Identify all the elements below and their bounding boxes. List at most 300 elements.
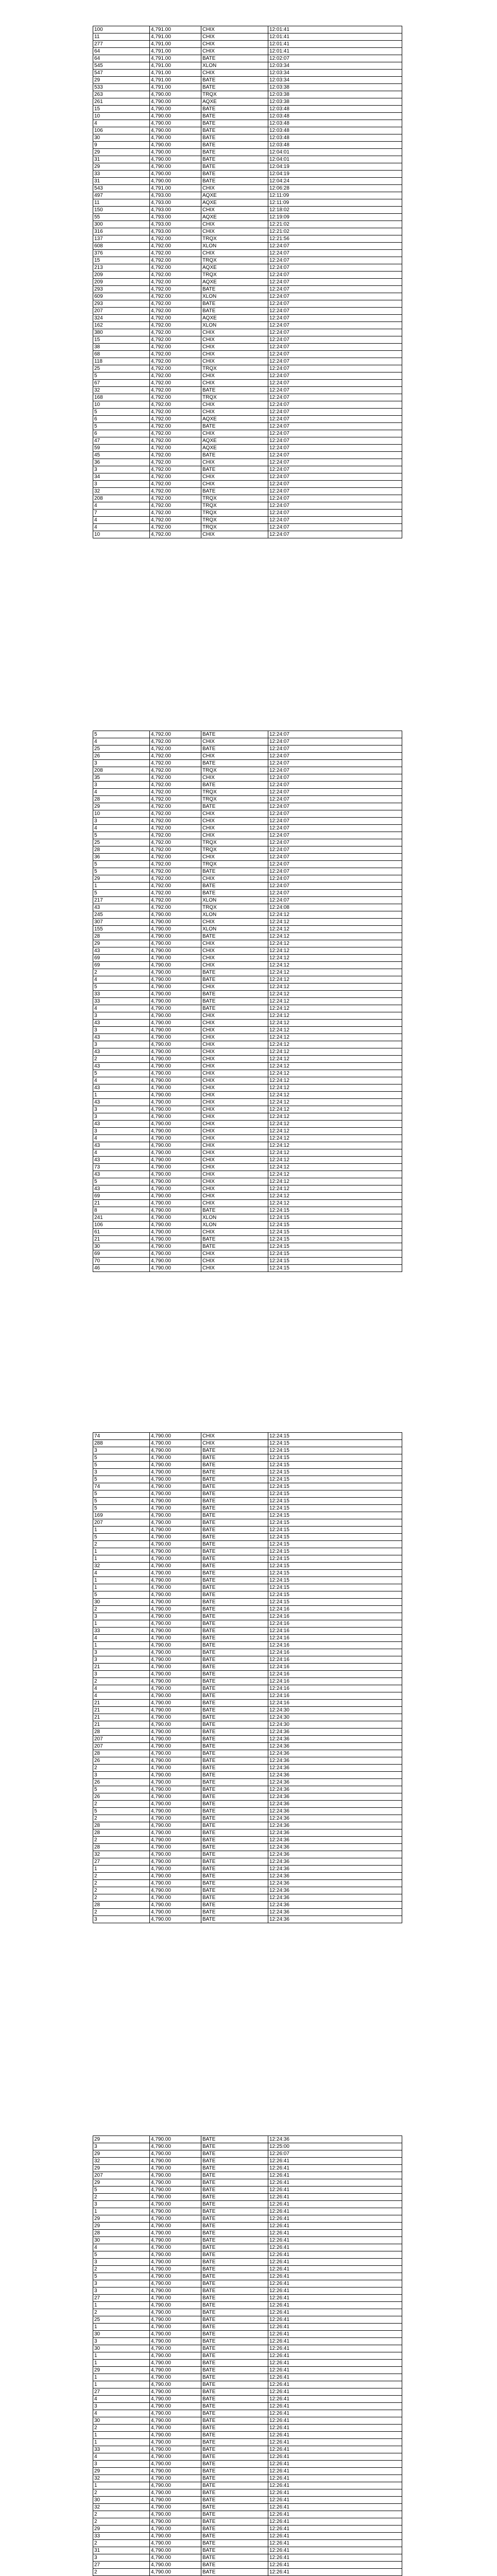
price-cell: 4,790.00	[150, 1020, 201, 1027]
table-row	[93, 774, 402, 782]
table-row	[93, 2526, 402, 2533]
time-cell: 12:24:30	[268, 1721, 402, 1728]
time-cell: 12:25:00	[268, 2143, 402, 2150]
venue-cell: BATE	[201, 782, 268, 789]
time-cell: 12:24:12	[268, 984, 402, 991]
table-row	[93, 1012, 402, 1020]
table-row	[93, 510, 402, 517]
quantity-cell: 28	[93, 1844, 150, 1851]
time-cell: 12:24:07	[268, 452, 402, 459]
price-cell: 4,790.00	[150, 1822, 201, 1829]
quantity-cell: 73	[93, 1164, 150, 1171]
venue-cell: CHIX	[201, 1258, 268, 1265]
price-cell: 4,790.00	[150, 2518, 201, 2526]
quantity-cell: 4	[93, 120, 150, 127]
time-cell: 12:24:15	[268, 1433, 402, 1440]
price-cell: 4,792.00	[150, 293, 201, 300]
venue-cell: TRQX	[201, 796, 268, 803]
table-row	[93, 235, 402, 243]
venue-cell: CHIX	[201, 1077, 268, 1084]
table-row	[93, 1837, 402, 1844]
quantity-cell: 70	[93, 1258, 150, 1265]
quantity-cell: 150	[93, 207, 150, 214]
price-cell: 4,791.00	[150, 33, 201, 41]
quantity-cell: 2	[93, 2194, 150, 2201]
table-row	[93, 199, 402, 207]
table-row	[93, 91, 402, 98]
table-row	[93, 48, 402, 55]
quantity-cell: 2	[93, 1541, 150, 1548]
time-cell: 12:26:41	[268, 2554, 402, 2562]
price-cell: 4,790.00	[150, 2324, 201, 2331]
table-row	[93, 1185, 402, 1193]
time-cell: 12:24:07	[268, 300, 402, 308]
table-row	[93, 789, 402, 796]
venue-cell: BATE	[201, 1707, 268, 1714]
quantity-cell: 4	[93, 1570, 150, 1577]
price-cell: 4,792.00	[150, 459, 201, 466]
venue-cell: AQXE	[201, 437, 268, 445]
quantity-cell: 288	[93, 1440, 150, 1447]
price-cell: 4,790.00	[150, 1128, 201, 1135]
time-cell: 12:24:16	[268, 1678, 402, 1685]
time-cell: 12:26:41	[268, 2432, 402, 2439]
price-cell: 4,790.00	[150, 1873, 201, 1880]
venue-cell: AQXE	[201, 98, 268, 106]
venue-cell: CHIX	[201, 459, 268, 466]
price-cell: 4,790.00	[150, 163, 201, 171]
quantity-cell: 3	[93, 2280, 150, 2287]
venue-cell: CHIX	[201, 351, 268, 358]
time-cell: 12:24:15	[268, 1469, 402, 1476]
time-cell: 12:03:48	[268, 106, 402, 113]
time-cell: 12:24:36	[268, 1772, 402, 1779]
time-cell: 12:24:12	[268, 1063, 402, 1070]
venue-cell: BATE	[201, 1490, 268, 1498]
quantity-cell: 29	[93, 163, 150, 171]
price-cell: 4,792.00	[150, 760, 201, 767]
price-cell: 4,790.00	[150, 1815, 201, 1822]
table-row	[93, 2345, 402, 2352]
price-cell: 4,790.00	[150, 1157, 201, 1164]
table-row	[93, 760, 402, 767]
price-cell: 4,790.00	[150, 2468, 201, 2475]
price-cell: 4,790.00	[150, 1005, 201, 1012]
time-cell: 12:24:07	[268, 243, 402, 250]
venue-cell: CHIX	[201, 1092, 268, 1099]
table-row	[93, 2425, 402, 2432]
table-row	[93, 113, 402, 120]
table-row	[93, 883, 402, 890]
table-row	[93, 2295, 402, 2302]
venue-cell: CHIX	[201, 1178, 268, 1185]
price-cell: 4,790.00	[150, 933, 201, 940]
quantity-cell: 64	[93, 48, 150, 55]
price-cell: 4,790.00	[150, 127, 201, 134]
quantity-cell: 21	[93, 1721, 150, 1728]
quantity-cell: 1	[93, 2324, 150, 2331]
quantity-cell: 543	[93, 185, 150, 192]
venue-cell: CHIX	[201, 1440, 268, 1447]
price-cell: 4,793.00	[150, 214, 201, 221]
quantity-cell: 28	[93, 846, 150, 854]
table-row	[93, 1765, 402, 1772]
price-cell: 4,790.00	[150, 1894, 201, 1902]
price-cell: 4,791.00	[150, 185, 201, 192]
price-cell: 4,790.00	[150, 2432, 201, 2439]
venue-cell: CHIX	[201, 380, 268, 387]
venue-cell: BATE	[201, 1844, 268, 1851]
table-row	[93, 423, 402, 430]
price-cell: 4,791.00	[150, 84, 201, 91]
price-cell: 4,790.00	[150, 947, 201, 955]
table-row	[93, 940, 402, 947]
table-row	[93, 818, 402, 825]
venue-cell: BATE	[201, 2439, 268, 2446]
table-row	[93, 2360, 402, 2367]
quantity-cell: 2	[93, 2518, 150, 2526]
venue-cell: CHIX	[201, 1056, 268, 1063]
venue-cell: CHIX	[201, 1265, 268, 1272]
quantity-cell: 2	[93, 2540, 150, 2547]
time-cell: 12:24:07	[268, 308, 402, 315]
table-row	[93, 2410, 402, 2417]
price-cell: 4,790.00	[150, 1454, 201, 1462]
quantity-cell: 30	[93, 2331, 150, 2338]
price-cell: 4,790.00	[150, 2158, 201, 2165]
time-cell: 12:26:41	[268, 2345, 402, 2352]
quantity-cell: 3	[93, 2338, 150, 2345]
quantity-cell: 545	[93, 62, 150, 70]
price-cell: 4,792.00	[150, 738, 201, 745]
table-row	[93, 134, 402, 142]
time-cell: 12:21:02	[268, 228, 402, 235]
quantity-cell: 4	[93, 976, 150, 984]
venue-cell: BATE	[201, 2187, 268, 2194]
time-cell: 12:26:41	[268, 2374, 402, 2381]
table-row	[93, 976, 402, 984]
venue-cell: BATE	[201, 466, 268, 473]
time-cell: 12:24:30	[268, 1707, 402, 1714]
venue-cell: BATE	[201, 2208, 268, 2215]
time-cell: 12:24:16	[268, 1664, 402, 1671]
quantity-cell: 33	[93, 1628, 150, 1635]
quantity-cell: 3	[93, 1113, 150, 1121]
price-cell: 4,792.00	[150, 322, 201, 329]
time-cell: 12:24:12	[268, 1099, 402, 1106]
time-cell: 12:26:41	[268, 2230, 402, 2237]
venue-cell: BATE	[201, 1527, 268, 1534]
venue-cell: CHIX	[201, 940, 268, 947]
quantity-cell: 68	[93, 351, 150, 358]
price-cell: 4,792.00	[150, 731, 201, 738]
price-cell: 4,790.00	[150, 1178, 201, 1185]
venue-cell: BATE	[201, 2309, 268, 2316]
venue-cell: BATE	[201, 1700, 268, 1707]
time-cell: 12:24:15	[268, 1527, 402, 1534]
quantity-cell: 5	[93, 1178, 150, 1185]
time-cell: 12:24:12	[268, 940, 402, 947]
quantity-cell: 5	[93, 1498, 150, 1505]
quantity-cell: 29	[93, 2468, 150, 2475]
venue-cell: BATE	[201, 2403, 268, 2410]
quantity-cell: 38	[93, 344, 150, 351]
time-cell: 12:26:41	[268, 2403, 402, 2410]
price-cell: 4,792.00	[150, 890, 201, 897]
time-cell: 12:26:41	[268, 2215, 402, 2223]
price-cell: 4,790.00	[150, 1048, 201, 1056]
price-cell: 4,790.00	[150, 2367, 201, 2374]
table-row	[93, 1808, 402, 1815]
price-cell: 4,792.00	[150, 767, 201, 774]
venue-cell: BATE	[201, 1902, 268, 1909]
time-cell: 12:24:16	[268, 1656, 402, 1664]
price-cell: 4,790.00	[150, 156, 201, 163]
time-cell: 12:26:41	[268, 2425, 402, 2432]
quantity-cell: 497	[93, 192, 150, 199]
table-row	[93, 1649, 402, 1656]
price-cell: 4,790.00	[150, 2381, 201, 2388]
table-row	[93, 401, 402, 409]
quantity-cell: 106	[93, 1222, 150, 1229]
time-cell: 12:24:07	[268, 753, 402, 760]
table-row	[93, 1851, 402, 1858]
time-cell: 12:04:19	[268, 163, 402, 171]
table-row	[93, 745, 402, 753]
venue-cell: BATE	[201, 1829, 268, 1837]
table-row	[93, 1570, 402, 1577]
price-cell: 4,790.00	[150, 1786, 201, 1793]
table-row	[93, 2475, 402, 2482]
venue-cell: TRQX	[201, 517, 268, 524]
venue-cell: BATE	[201, 156, 268, 163]
venue-cell: TRQX	[201, 789, 268, 796]
table-row	[93, 1714, 402, 1721]
price-cell: 4,790.00	[150, 1433, 201, 1440]
venue-cell: CHIX	[201, 1128, 268, 1135]
table-row	[93, 2352, 402, 2360]
venue-cell: BATE	[201, 803, 268, 810]
quantity-cell: 2	[93, 1815, 150, 1822]
price-cell: 4,790.00	[150, 178, 201, 185]
quantity-cell: 2	[93, 2425, 150, 2432]
time-cell: 12:24:30	[268, 1714, 402, 1721]
venue-cell: BATE	[201, 1808, 268, 1815]
venue-cell: AQXE	[201, 445, 268, 452]
time-cell: 12:26:41	[268, 2540, 402, 2547]
price-cell: 4,790.00	[150, 1728, 201, 1736]
venue-cell: BATE	[201, 2554, 268, 2562]
quantity-cell: 5	[93, 2273, 150, 2280]
table-row	[93, 272, 402, 279]
time-cell: 12:26:41	[268, 2497, 402, 2504]
time-cell: 12:26:41	[268, 2396, 402, 2403]
quantity-cell: 3	[93, 1041, 150, 1048]
price-cell: 4,790.00	[150, 1721, 201, 1728]
venue-cell: BATE	[201, 1779, 268, 1786]
venue-cell: BATE	[201, 1498, 268, 1505]
time-cell: 12:21:56	[268, 235, 402, 243]
price-cell: 4,792.00	[150, 279, 201, 286]
quantity-cell: 69	[93, 1193, 150, 1200]
quantity-cell: 28	[93, 1829, 150, 1837]
time-cell: 12:24:12	[268, 1178, 402, 1185]
venue-cell: TRQX	[201, 365, 268, 372]
price-cell: 4,790.00	[150, 1606, 201, 1613]
table-row	[93, 1555, 402, 1563]
venue-cell: BATE	[201, 998, 268, 1005]
quantity-cell: 4	[93, 1135, 150, 1142]
time-cell: 12:24:12	[268, 1092, 402, 1099]
time-cell: 12:03:48	[268, 142, 402, 149]
time-cell: 12:24:36	[268, 1873, 402, 1880]
time-cell: 12:24:12	[268, 1164, 402, 1171]
venue-cell: BATE	[201, 1786, 268, 1793]
quantity-cell: 208	[93, 767, 150, 774]
time-cell: 12:24:07	[268, 272, 402, 279]
quantity-cell: 3	[93, 818, 150, 825]
quantity-cell: 7	[93, 510, 150, 517]
price-cell: 4,790.00	[150, 1505, 201, 1512]
time-cell: 12:24:15	[268, 1541, 402, 1548]
venue-cell: BATE	[201, 1606, 268, 1613]
venue-cell: BATE	[201, 2316, 268, 2324]
venue-cell: CHIX	[201, 1135, 268, 1142]
quantity-cell: 1	[93, 2360, 150, 2367]
table-row	[93, 2237, 402, 2244]
table-row	[93, 1685, 402, 1692]
quantity-cell: 4	[93, 502, 150, 510]
price-cell: 4,790.00	[150, 2316, 201, 2324]
price-cell: 4,792.00	[150, 495, 201, 502]
table-body	[93, 1433, 402, 1923]
time-cell: 12:24:15	[268, 1265, 402, 1272]
time-cell: 12:24:36	[268, 1750, 402, 1757]
price-cell: 4,790.00	[150, 1866, 201, 1873]
quantity-cell: 2	[93, 1880, 150, 1887]
table-row	[93, 185, 402, 192]
price-cell: 4,790.00	[150, 1164, 201, 1171]
table-row	[93, 308, 402, 315]
venue-cell: BATE	[201, 1887, 268, 1894]
quantity-cell: 4	[93, 789, 150, 796]
price-cell: 4,790.00	[150, 2396, 201, 2403]
quantity-cell: 9	[93, 142, 150, 149]
time-cell: 12:24:36	[268, 1866, 402, 1873]
venue-cell: CHIX	[201, 1063, 268, 1070]
price-cell: 4,792.00	[150, 387, 201, 394]
table-row	[93, 2187, 402, 2194]
quantity-cell: 43	[93, 1142, 150, 1149]
quantity-cell: 533	[93, 84, 150, 91]
table-row	[93, 1476, 402, 1483]
quantity-cell: 3	[93, 782, 150, 789]
quantity-cell: 15	[93, 257, 150, 264]
time-cell: 12:24:07	[268, 279, 402, 286]
price-cell: 4,792.00	[150, 839, 201, 846]
price-cell: 4,790.00	[150, 2569, 201, 2576]
table-row	[93, 416, 402, 423]
trade-table-3	[93, 1432, 402, 1923]
price-cell: 4,790.00	[150, 1635, 201, 1642]
venue-cell: CHIX	[201, 336, 268, 344]
table-row	[93, 452, 402, 459]
price-cell: 4,792.00	[150, 394, 201, 401]
table-row	[93, 2309, 402, 2316]
price-cell: 4,790.00	[150, 1902, 201, 1909]
quantity-cell: 32	[93, 1851, 150, 1858]
time-cell: 12:03:34	[268, 62, 402, 70]
time-cell: 12:24:15	[268, 1563, 402, 1570]
quantity-cell: 28	[93, 1728, 150, 1736]
table-row	[93, 437, 402, 445]
price-cell: 4,790.00	[150, 1171, 201, 1178]
table-row	[93, 1048, 402, 1056]
venue-cell: BATE	[201, 1692, 268, 1700]
quantity-cell: 21	[93, 1200, 150, 1207]
venue-cell: CHIX	[201, 955, 268, 962]
time-cell: 12:24:16	[268, 1613, 402, 1620]
price-cell: 4,790.00	[150, 91, 201, 98]
venue-cell: CHIX	[201, 344, 268, 351]
venue-cell: BATE	[201, 1635, 268, 1642]
venue-cell: BATE	[201, 2410, 268, 2417]
quantity-cell: 29	[93, 2136, 150, 2143]
table-row	[93, 1149, 402, 1157]
quantity-cell: 30	[93, 1243, 150, 1250]
quantity-cell: 4	[93, 524, 150, 531]
price-cell: 4,790.00	[150, 1656, 201, 1664]
venue-cell: BATE	[201, 1454, 268, 1462]
price-cell: 4,790.00	[150, 1084, 201, 1092]
quantity-cell: 34	[93, 473, 150, 481]
time-cell: 12:24:07	[268, 409, 402, 416]
venue-cell: BATE	[201, 106, 268, 113]
table-row	[93, 77, 402, 84]
table-row	[93, 1454, 402, 1462]
price-cell: 4,790.00	[150, 2295, 201, 2302]
table-row	[93, 517, 402, 524]
quantity-cell: 1	[93, 2439, 150, 2446]
quantity-cell: 69	[93, 962, 150, 969]
venue-cell: XLON	[201, 911, 268, 919]
quantity-cell: 169	[93, 1512, 150, 1519]
table-row	[93, 2432, 402, 2439]
table-row	[93, 344, 402, 351]
quantity-cell: 4	[93, 738, 150, 745]
table-row	[93, 207, 402, 214]
venue-cell: CHIX	[201, 1070, 268, 1077]
price-cell: 4,792.00	[150, 452, 201, 459]
price-cell: 4,792.00	[150, 473, 201, 481]
table-row	[93, 2396, 402, 2403]
venue-cell: AQXE	[201, 192, 268, 199]
quantity-cell: 2	[93, 1056, 150, 1063]
time-cell: 12:24:07	[268, 293, 402, 300]
table-row	[93, 531, 402, 538]
time-cell: 12:24:12	[268, 1056, 402, 1063]
time-cell: 12:24:07	[268, 351, 402, 358]
table-row	[93, 1628, 402, 1635]
price-cell: 4,790.00	[150, 911, 201, 919]
quantity-cell: 11	[93, 199, 150, 207]
venue-cell: BATE	[201, 2533, 268, 2540]
time-cell: 12:03:38	[268, 84, 402, 91]
quantity-cell: 1	[93, 2302, 150, 2309]
venue-cell: CHIX	[201, 430, 268, 437]
venue-cell: AQXE	[201, 214, 268, 221]
price-cell: 4,790.00	[150, 1135, 201, 1142]
